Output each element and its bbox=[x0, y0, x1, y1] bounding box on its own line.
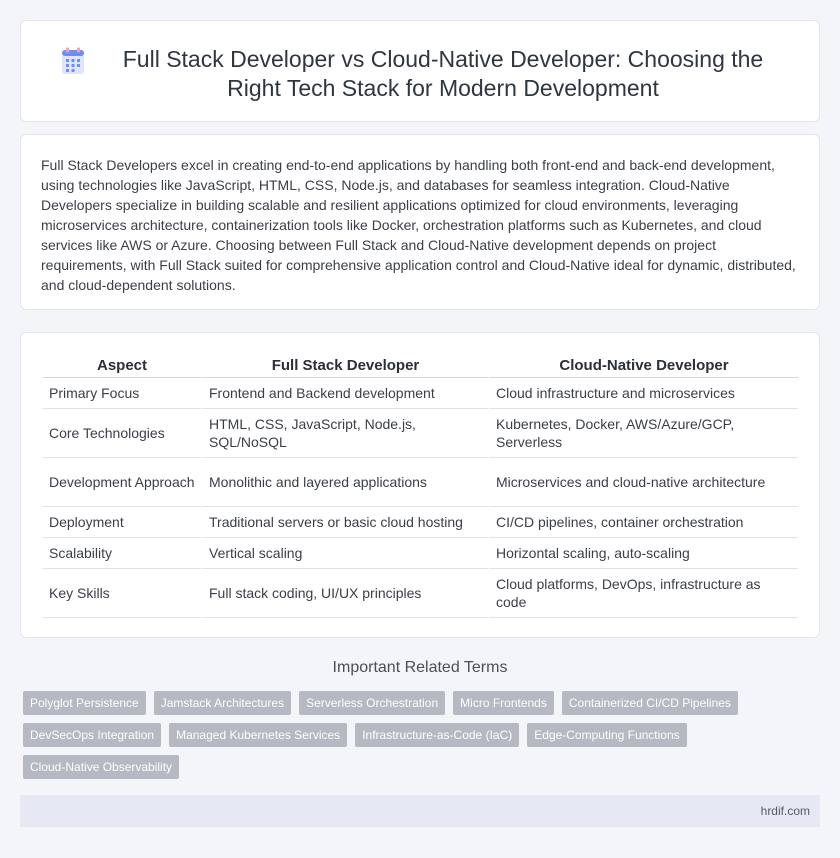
aspect-cell: Deployment bbox=[43, 507, 201, 538]
intro-paragraph: Full Stack Developers excel in creating end-to-end applications by handling both front-end and back-end development, using technologies like JavaScript, HTML, CSS, Node.js, and databases for seamless integration. Cloud-Native Developers specialize in building scalable and resilient applications optimized for cloud environments, leveraging microservices architecture, containerization tools like Docker, orchestration platforms such as Kubernetes, and cloud services like AWS or Azure. Choosing between Full Stack and Cloud-Native development depends on project requirements, with Full Stack suited for comprehensive application control and Cloud-Native ideal for dynamic, distributed, and cloud-dependent solutions. bbox=[41, 157, 796, 293]
intro-card bbox=[20, 134, 820, 310]
term-tag[interactable]: Cloud-Native Observability bbox=[23, 755, 179, 779]
term-tag[interactable]: Serverless Orchestration bbox=[299, 691, 445, 715]
aspect-cell: Key Skills bbox=[43, 569, 201, 618]
full-stack-cell: Full stack coding, UI/UX principles bbox=[201, 569, 488, 618]
full-stack-cell: HTML, CSS, JavaScript, Node.js, SQL/NoSQL bbox=[201, 409, 488, 458]
calendar-grid-icon bbox=[61, 47, 85, 75]
title-wrap bbox=[21, 21, 819, 103]
cloud-native-cell: CI/CD pipelines, container orchestration bbox=[488, 507, 798, 538]
term-tag[interactable]: DevSecOps Integration bbox=[23, 723, 161, 747]
header-cloud-native: Cloud-Native Developer bbox=[488, 351, 798, 378]
related-terms-list bbox=[23, 691, 823, 787]
cloud-native-cell: Cloud platforms, DevOps, infrastructure as code bbox=[488, 569, 798, 618]
header-aspect: Aspect bbox=[43, 351, 201, 378]
table-row bbox=[43, 409, 798, 458]
aspect-cell: Primary Focus bbox=[43, 378, 201, 409]
term-tag[interactable]: Micro Frontends bbox=[453, 691, 554, 715]
footer-site[interactable]: hrdif.com bbox=[760, 804, 810, 818]
term-tag[interactable]: Edge-Computing Functions bbox=[527, 723, 686, 747]
table-row bbox=[43, 458, 798, 507]
comparison-card bbox=[20, 332, 820, 638]
cloud-native-cell: Cloud infrastructure and microservices bbox=[488, 378, 798, 409]
table-row bbox=[43, 538, 798, 569]
cloud-native-cell: Microservices and cloud-native architecture bbox=[488, 458, 798, 507]
full-stack-cell: Monolithic and layered applications bbox=[201, 458, 488, 507]
term-tag[interactable]: Polyglot Persistence bbox=[23, 691, 146, 715]
aspect-cell: Development Approach bbox=[43, 458, 201, 507]
aspect-cell: Scalability bbox=[43, 538, 201, 569]
table-header-row bbox=[43, 351, 798, 378]
table-row bbox=[43, 378, 798, 409]
full-stack-cell: Vertical scaling bbox=[201, 538, 488, 569]
aspect-cell: Core Technologies bbox=[43, 409, 201, 458]
title-card bbox=[20, 20, 820, 122]
related-terms-title: Important Related Terms bbox=[332, 659, 508, 676]
footer bbox=[20, 795, 820, 827]
term-tag[interactable]: Managed Kubernetes Services bbox=[169, 723, 347, 747]
full-stack-cell: Traditional servers or basic cloud hosting bbox=[201, 507, 488, 538]
page-title: Full Stack Developer vs Cloud-Native Developer: Choosing the Right Tech Stack for Modern Development bbox=[122, 46, 764, 101]
comparison-table bbox=[43, 351, 798, 618]
cloud-native-cell: Kubernetes, Docker, AWS/Azure/GCP, Serverless bbox=[488, 409, 798, 458]
term-tag[interactable]: Containerized CI/CD Pipelines bbox=[562, 691, 738, 715]
header-full-stack: Full Stack Developer bbox=[201, 351, 488, 378]
term-tag[interactable]: Jamstack Architectures bbox=[154, 691, 291, 715]
table-row bbox=[43, 507, 798, 538]
term-tag[interactable]: Infrastructure-as-Code (IaC) bbox=[355, 723, 519, 747]
table-row bbox=[43, 569, 798, 618]
full-stack-cell: Frontend and Backend development bbox=[201, 378, 488, 409]
cloud-native-cell: Horizontal scaling, auto-scaling bbox=[488, 538, 798, 569]
